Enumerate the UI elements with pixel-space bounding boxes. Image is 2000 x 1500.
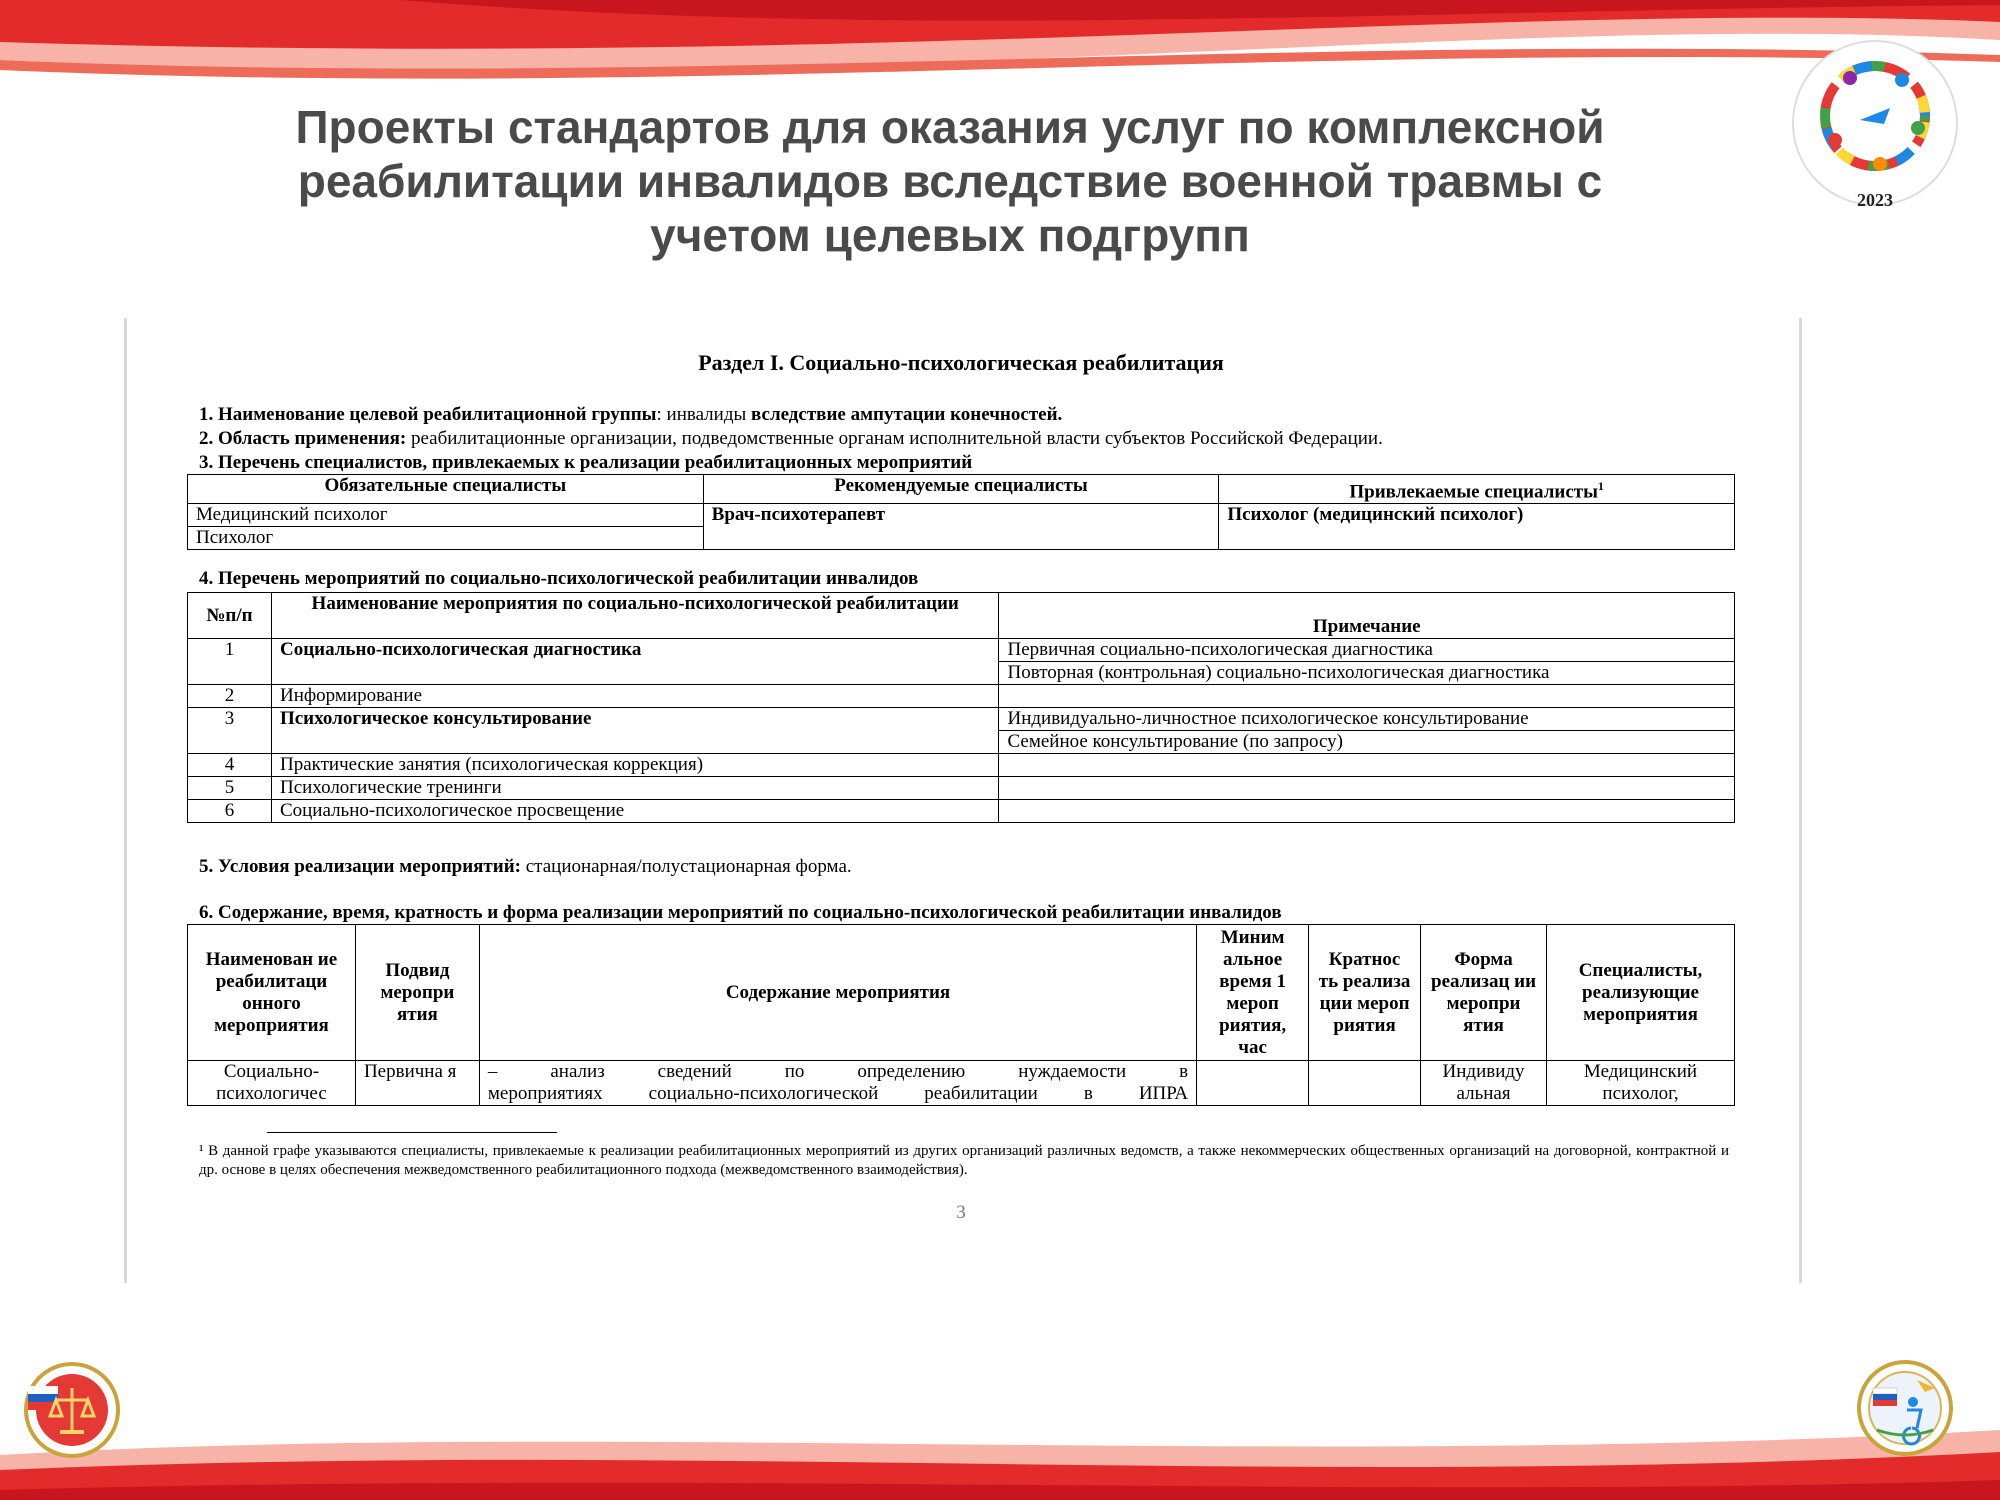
activity-name: Психологическое консультирование (271, 708, 999, 754)
item-3-label: 3. Перечень специалистов, привлекаемых к реализации реабилитационных мероприятий (199, 452, 973, 473)
activities-header-name: Наименование мероприятия по социально-психологической реабилитации (271, 593, 999, 639)
item-5-label: 5. Условия реализации мероприятий: (199, 856, 521, 877)
activity-name: Информирование (271, 685, 999, 708)
content-cell-name: Социально-психологичес (188, 1061, 356, 1106)
activity-num: 6 (188, 800, 272, 823)
activity-note (999, 754, 1735, 777)
activity-name: Практические занятия (психологическая коррекция) (271, 754, 999, 777)
content-cell-time (1197, 1061, 1309, 1106)
item-3 (199, 452, 972, 474)
involved-specialist: Психолог (медицинский психолог) (1219, 504, 1735, 550)
content-cell-specialists: Медицинский психолог, (1547, 1061, 1735, 1106)
item-4-label: 4. Перечень мероприятий по социально-психологической реабилитации инвалидов (199, 568, 919, 589)
item-1-label-2: вследствие ампутации конечностей. (751, 404, 1063, 425)
item-2-text: реабилитационные организации, подведомственные органам исполнительной власти субъектов Российской Федерации. (406, 428, 1383, 449)
content-header-content: Содержание мероприятия (479, 925, 1196, 1061)
activity-num: 2 (188, 685, 272, 708)
activities-table (187, 592, 1735, 823)
conference-logo (1790, 28, 1960, 218)
item-5-text: стационарная/полустационарная форма. (521, 856, 852, 877)
activity-num: 4 (188, 754, 272, 777)
content-header-frequency: Кратнос ть реализа ции мероп риятия (1309, 925, 1421, 1061)
content-cell-content (479, 1061, 1196, 1106)
conference-logo-year: 2023 (1857, 190, 1893, 210)
page-number: 3 (956, 1202, 966, 1223)
item-4 (199, 568, 918, 590)
document-page (124, 318, 1802, 1283)
content-cell-form: Индивиду альная (1421, 1061, 1547, 1106)
activities-header-num: №п/п (188, 593, 272, 639)
activity-num: 5 (188, 777, 272, 800)
content-header-subtype: Подвид меропри ятия (355, 925, 479, 1061)
specialists-header-required: Обязательные специалисты (188, 475, 704, 504)
recommended-specialist: Врач-психотерапевт (703, 504, 1219, 550)
activity-name: Социально-психологическое просвещение (271, 800, 999, 823)
activity-note: Семейное консультирование (по запросу) (999, 731, 1735, 754)
activity-note (999, 777, 1735, 800)
content-header-specialists: Специалисты, реализующие мероприятия (1547, 925, 1735, 1061)
item-1-label: 1. Наименование целевой реабилитационной группы (199, 404, 657, 425)
item-2 (199, 428, 1383, 450)
item-6 (199, 902, 1282, 924)
slide-title-line-3: учетом целевых подгрупп (650, 209, 1250, 261)
activity-num: 3 (188, 708, 272, 754)
activity-note (999, 685, 1735, 708)
content-line-1: – анализ сведений по определению нуждаемости в (487, 1061, 1189, 1082)
slide-title-line-2: реабилитации инвалидов вследствие военной травмы с (297, 155, 1603, 207)
specialists-header-recommended: Рекомендуемые специалисты (703, 475, 1219, 504)
content-cell-frequency (1309, 1061, 1421, 1106)
content-table (187, 924, 1735, 1106)
specialists-header-involved (1219, 475, 1735, 504)
item-1 (199, 404, 1062, 426)
footnote-mark: 1 (1597, 479, 1604, 493)
activities-header-notes: Примечание (999, 593, 1735, 639)
activity-num: 1 (188, 639, 272, 685)
content-header-form: Форма реализац ии меропри ятия (1421, 925, 1547, 1061)
item-1-text: : инвалиды (656, 404, 752, 425)
content-header-name: Наименован ие реабилитаци онного мероприятия (188, 925, 356, 1061)
content-header-time: Миним альное время 1 мероп риятия, час (1197, 925, 1309, 1061)
footnote-divider (267, 1132, 557, 1133)
required-specialist-1: Медицинский психолог (188, 504, 704, 527)
activity-name: Психологические тренинги (271, 777, 999, 800)
activity-note: Первичная социально-психологическая диагностика (999, 639, 1735, 662)
content-line-2: мероприятиях социально-психологической реабилитации в ИПРА (487, 1083, 1189, 1104)
activity-name: Социально-психологическая диагностика (271, 639, 999, 685)
activity-note (999, 800, 1735, 823)
top-wave-decoration (0, 0, 2000, 110)
fbmse-logo (22, 1360, 122, 1460)
slide-title-line-1: Проекты стандартов для оказания услуг по комплексной (295, 101, 1605, 153)
fcir-logo (1855, 1358, 1955, 1458)
activity-note: Индивидуально-личностное психологическое консультирование (999, 708, 1735, 731)
specialists-header-involved-label: Привлекаемые специалисты (1349, 481, 1598, 503)
activity-note: Повторная (контрольная) социально-психологическая диагностика (999, 662, 1735, 685)
item-6-label: 6. Содержание, время, кратность и форма реализации мероприятий по социально-психологической реабилитации инвалидов (199, 902, 1282, 923)
specialists-table (187, 474, 1735, 550)
required-specialist-2: Психолог (188, 527, 704, 550)
slide-title (160, 100, 1740, 262)
section-title: Раздел I. Социально-психологическая реабилитация (698, 350, 1224, 375)
footnote-text: ¹ В данной графе указываются специалисты, привлекаемые к реализации реабилитационных мероприятий из других организаций различных ведомств, а также некоммерческих общественных организаций на договорной, контрактной и др. основе в целях обеспечения межведомственного реабилитационного подхода (межведомственного взаимодействия). (199, 1143, 1729, 1178)
content-cell-subtype: Первична я (355, 1061, 479, 1106)
item-5 (199, 856, 852, 878)
item-2-label: 2. Область применения: (199, 428, 407, 449)
